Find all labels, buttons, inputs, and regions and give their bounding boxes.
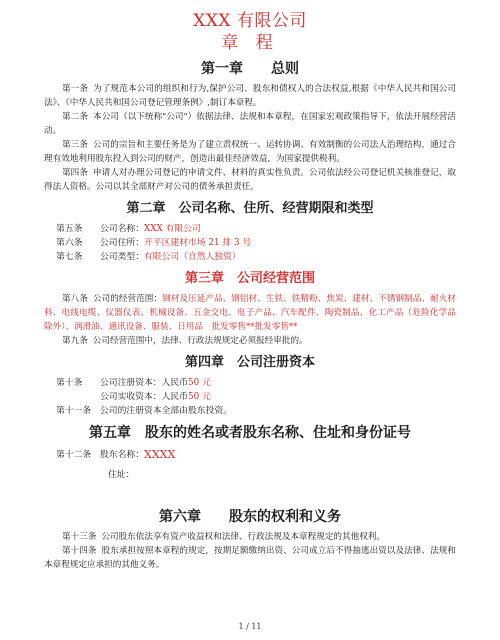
article-2 bbox=[44, 110, 456, 138]
article-4 bbox=[44, 166, 456, 194]
article-6 bbox=[44, 236, 456, 250]
article-number: 第二条 bbox=[62, 112, 88, 122]
registered-capital-value: 50 元 bbox=[187, 378, 211, 388]
field-label: 住址： bbox=[108, 470, 135, 480]
chapter-3-heading: 第三章 公司经营范围 bbox=[184, 271, 315, 286]
article-number-spacer bbox=[56, 390, 100, 404]
chapter-6-heading: 第六章 股东的权利和义务 bbox=[159, 509, 341, 525]
article-number: 第十二条 bbox=[56, 450, 92, 460]
business-scope-value: 钢材及压延产品、钢铝材、生铁、铁精粉、焦炭、建材、不锈钢制品、耐火材料、电线电缆、仪器仪表、机械设备、五金交电、电子产品、汽车配件、陶瓷制品、化工产品（危险化学品除外）、润滑油、通讯设备、服装、日用品 批发零售**批发零售** bbox=[44, 294, 456, 332]
article-text: 申请人对办理公司登记的申请文件、材料的真实性负责。公司依法经公司登记机关核准登记，取得法人资格。公司以其全部财产对公司的债务承担责任。 bbox=[44, 168, 456, 192]
article-number: 第四条 bbox=[62, 168, 88, 178]
article-number: 第八条 bbox=[62, 294, 88, 304]
article-5 bbox=[44, 222, 456, 236]
article-14 bbox=[44, 544, 456, 572]
article-12 bbox=[44, 448, 456, 462]
article-text: 公司股东依法享有资产收益权和法律、行政法规及本章程规定的其他权利。 bbox=[101, 532, 385, 542]
article-10-registered bbox=[44, 376, 456, 390]
field-label: 公司注册资本：人民币 bbox=[100, 378, 188, 388]
article-13 bbox=[44, 530, 456, 544]
article-number: 第十三条 bbox=[62, 532, 97, 542]
article-3 bbox=[44, 138, 456, 166]
chapter-1-heading: 第一章 总则 bbox=[201, 61, 299, 77]
article-number: 第三条 bbox=[62, 140, 88, 150]
shareholder-address bbox=[44, 468, 456, 482]
paid-capital-value: 50 元 bbox=[187, 392, 211, 402]
article-text: 公司经营范围中，法律、行政法规规定必须报经审批的。 bbox=[92, 336, 308, 346]
chapter-5-heading: 第五章 股东的姓名或者股东名称、住址和身份证号 bbox=[89, 425, 411, 441]
article-7 bbox=[44, 250, 456, 264]
article-number: 第十条 bbox=[56, 378, 83, 388]
article-number: 第六条 bbox=[56, 238, 83, 248]
article-10-paid bbox=[44, 390, 456, 404]
company-name-value: XXX 有限公司 bbox=[144, 224, 201, 234]
article-text: 公司的注册资本全部由股东投资。 bbox=[100, 406, 232, 416]
article-text: 公司的宗旨和主要任务是为了建立责权统一、运转协调、有效制衡的公司法人治理结构，通过合理有效地利用股东投入到公司的财产，创造出最佳经济效益，为国家提供税利。 bbox=[44, 140, 456, 164]
page-number: 1 / 11 bbox=[238, 622, 262, 631]
article-number: 第九条 bbox=[62, 336, 88, 346]
field-label: 公司住所： bbox=[100, 238, 144, 248]
field-label: 公司实收资本：人民币 bbox=[100, 392, 188, 402]
article-number: 第一条 bbox=[62, 84, 89, 94]
document-title: 章 程 bbox=[221, 33, 279, 53]
company-type-value: 有限公司（自然人独资） bbox=[144, 252, 241, 262]
company-title: XXX 有限公司 bbox=[193, 11, 307, 31]
company-address-value: 开平区建材市场 21 排 3 号 bbox=[144, 238, 252, 248]
field-label: 公司类型： bbox=[100, 252, 144, 262]
shareholder-name-value: XXXX bbox=[144, 448, 176, 461]
article-number: 第十一条 bbox=[56, 406, 92, 416]
chapter-2-heading: 第二章 公司名称、住所、经营期限和类型 bbox=[126, 201, 374, 216]
field-label: 公司名称： bbox=[100, 224, 144, 234]
article-number: 第七条 bbox=[56, 252, 83, 262]
article-text: 股东承担按照本章程的规定，按期足额缴纳出资、公司成立后不得抽逃出资以及法律、法规和本章程规定应承担的其他义务。 bbox=[44, 546, 456, 570]
article-8 bbox=[44, 292, 456, 334]
article-number: 第五条 bbox=[56, 224, 83, 234]
article-text: 本公司（以下统称"公司"）依据法律、法规和本章程，在国家宏观政策指导下，依法开展经营活动。 bbox=[44, 112, 456, 136]
article-11 bbox=[44, 404, 456, 418]
chapter-4-heading: 第四章 公司注册资本 bbox=[184, 355, 315, 370]
field-label: 公司的经营范围： bbox=[92, 294, 163, 304]
field-label: 股东名称： bbox=[100, 450, 144, 460]
article-9 bbox=[44, 334, 456, 348]
article-1 bbox=[44, 82, 456, 110]
article-number: 第十四条 bbox=[62, 546, 97, 556]
article-text: 为了规范本公司的组织和行为,保护公司、股东和债权人的合法权益,根据《中华人民共和国公司法》、《中华人民共和国公司登记管理条例》,制订本章程。 bbox=[44, 84, 456, 108]
